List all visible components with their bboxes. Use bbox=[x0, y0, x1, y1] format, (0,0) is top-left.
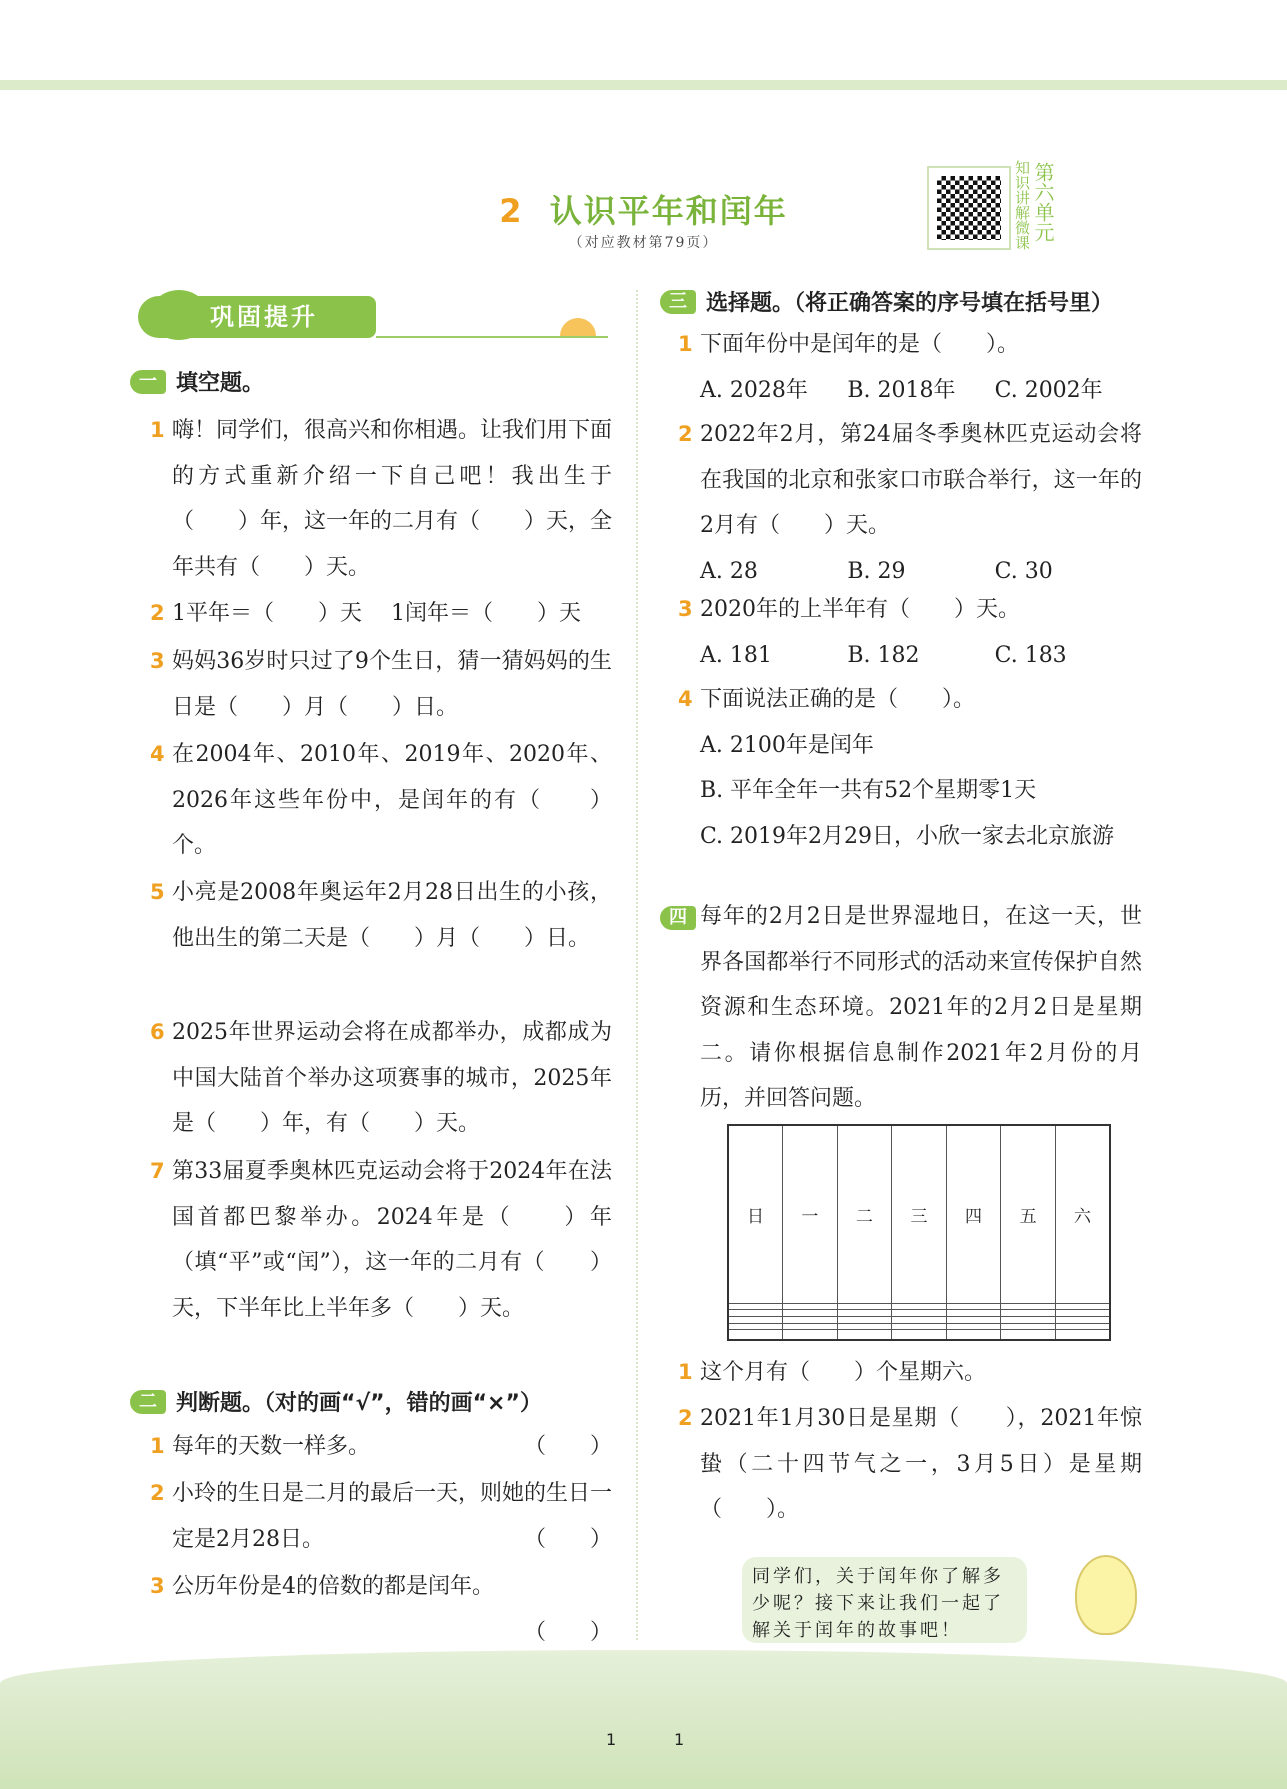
calendar-cell[interactable] bbox=[728, 1330, 783, 1340]
calendar-row bbox=[728, 1330, 1110, 1340]
calendar-cell[interactable] bbox=[1001, 1330, 1056, 1340]
weekday-header: 六 bbox=[1055, 1125, 1110, 1303]
calendar-cell[interactable] bbox=[728, 1316, 783, 1323]
judge-question: 3 公历年份是4的倍数的都是闰年。 （ ） bbox=[172, 1564, 612, 1610]
option-a: A. 2100年是闰年 bbox=[700, 732, 874, 758]
calendar-row bbox=[728, 1316, 1110, 1323]
calendar-cell[interactable] bbox=[783, 1303, 838, 1310]
calendar-cell[interactable] bbox=[1001, 1316, 1056, 1323]
judge-question: 1 每年的天数一样多。 （ ） bbox=[172, 1424, 612, 1470]
mascot-icon bbox=[1075, 1555, 1137, 1635]
page-number: 1 bbox=[606, 1730, 617, 1749]
section-badge: 三 bbox=[660, 290, 696, 314]
calendar-cell[interactable] bbox=[1001, 1323, 1056, 1330]
choice-question: 3 2020年的上半年有（ ）天。 A. 181 B. 182 C. 183 bbox=[700, 587, 1142, 678]
calendar-cell[interactable] bbox=[783, 1323, 838, 1330]
calendar-cell[interactable] bbox=[837, 1303, 892, 1310]
section-badge-four: 四 bbox=[660, 906, 696, 930]
lesson-number: 2 bbox=[499, 192, 524, 230]
lesson-title: 认识平年和闰年 bbox=[549, 192, 788, 230]
page-title bbox=[0, 186, 1287, 232]
section-choice-header bbox=[660, 286, 1113, 317]
fill-question: 3 妈妈36岁时只过了9个生日，猜一猜妈妈的生日是（ ）月（ ）日。 bbox=[150, 649, 612, 720]
calendar-header-row bbox=[728, 1125, 1110, 1303]
calendar-row bbox=[728, 1303, 1110, 1310]
calendar-cell[interactable] bbox=[728, 1323, 783, 1330]
calendar-cell[interactable] bbox=[837, 1323, 892, 1330]
section-title: 选择题。（将正确答案的序号填在括号里） bbox=[706, 291, 1114, 316]
section-title: 判断题。（对的画“√”，错的画“×”） bbox=[176, 1391, 542, 1416]
calendar-cell[interactable] bbox=[946, 1303, 1001, 1310]
calendar-cell[interactable] bbox=[946, 1323, 1001, 1330]
column-divider bbox=[636, 290, 638, 1640]
calendar-cell[interactable] bbox=[837, 1330, 892, 1340]
calendar-cell[interactable] bbox=[892, 1330, 947, 1340]
option-b: B. 平年全年一共有52个星期零1天 bbox=[700, 778, 1037, 803]
divider-line bbox=[376, 336, 608, 338]
choice-question: 1 下面年份中是闰年的是（ ）。 A. 2028年 B. 2018年 C. 2002年 bbox=[700, 322, 1142, 413]
fill-question: 7 第33届夏季奥林匹克运动会将于2024年在法国首都巴黎举办。2024年是（ ）年（填“平”或“闰”），这一年的二月有（ ）天，下半年比上半年多（ ）天。 bbox=[150, 1159, 612, 1321]
calendar-row bbox=[728, 1310, 1110, 1317]
calendar-cell[interactable] bbox=[1055, 1310, 1110, 1317]
weekday-header: 五 bbox=[1001, 1125, 1056, 1303]
calendar-cell[interactable] bbox=[892, 1316, 947, 1323]
fill-question: 6 2025年世界运动会将在成都举办，成都成为中国大陆首个举办这项赛事的城市，2025年是（ ）年，有（ ）天。 bbox=[150, 1020, 612, 1136]
qr-label-microlesson: 知识讲解微课 bbox=[1013, 160, 1031, 250]
answer-paren[interactable]: （ ） bbox=[523, 1620, 612, 1645]
section-banner: 巩固提升 bbox=[138, 296, 376, 338]
option-a: A. 28 bbox=[700, 558, 758, 584]
page-number: 1 bbox=[674, 1730, 685, 1749]
option-a: A. 2028年 bbox=[700, 377, 808, 403]
section-badge: 二 bbox=[130, 1390, 166, 1414]
calendar-cell[interactable] bbox=[946, 1316, 1001, 1323]
calendar-cell[interactable] bbox=[892, 1303, 947, 1310]
qr-code-icon[interactable] bbox=[933, 172, 1005, 244]
option-b: B. 29 bbox=[847, 558, 906, 584]
option-a: A. 181 bbox=[700, 642, 772, 668]
calendar-problem-text: 每年的2月2日是世界湿地日，在这一天，世界各国都举行不同形式的活动来宣传保护自然资源和生态环境。2021年的2月2日是星期二。请你根据信息制作2021年2月份的月历，并回答问题。 bbox=[700, 904, 1142, 1111]
calendar-cell[interactable] bbox=[892, 1323, 947, 1330]
calendar-cell[interactable] bbox=[1001, 1310, 1056, 1317]
sun-icon bbox=[560, 318, 596, 336]
weekday-header: 四 bbox=[946, 1125, 1001, 1303]
calendar-cell[interactable] bbox=[946, 1310, 1001, 1317]
calendar-cell[interactable] bbox=[783, 1316, 838, 1323]
calendar-cell[interactable] bbox=[1001, 1303, 1056, 1310]
option-b: B. 2018年 bbox=[847, 377, 956, 403]
calendar-cell[interactable] bbox=[1055, 1316, 1110, 1323]
calendar-cell[interactable] bbox=[1055, 1330, 1110, 1340]
fill-question: 2 1平年＝（ ）天 1闰年＝（ ）天 bbox=[150, 601, 581, 626]
calendar-cell[interactable] bbox=[783, 1330, 838, 1340]
answer-paren[interactable]: （ ） bbox=[523, 1434, 612, 1459]
calendar-cell[interactable] bbox=[1055, 1303, 1110, 1310]
weekday-header: 日 bbox=[728, 1125, 783, 1303]
calendar-cell[interactable] bbox=[892, 1310, 947, 1317]
calendar-question: 2 2021年1月30日是星期（ ），2021年惊蛰（二十四节气之一，3月5日）是星期（ ）。 bbox=[678, 1406, 1142, 1522]
option-c: C. 183 bbox=[994, 642, 1067, 668]
top-decor-band bbox=[0, 80, 1287, 90]
fill-question: 4 在2004年、2010年、2019年、2020年、2026年这些年份中，是闰年的有（ ）个。 bbox=[150, 742, 612, 858]
calendar-cell[interactable] bbox=[837, 1316, 892, 1323]
answer-paren[interactable]: （ ） bbox=[523, 1527, 612, 1552]
calendar-cell[interactable] bbox=[946, 1330, 1001, 1340]
section-judge-header bbox=[130, 1386, 542, 1417]
section-fill-blank-header bbox=[130, 366, 264, 397]
calendar-cell[interactable] bbox=[1055, 1323, 1110, 1330]
calendar-cell[interactable] bbox=[837, 1310, 892, 1317]
section-badge: 一 bbox=[130, 370, 166, 394]
option-b: B. 182 bbox=[847, 642, 920, 668]
weekday-header: 一 bbox=[783, 1125, 838, 1303]
option-c: C. 2002年 bbox=[994, 377, 1103, 403]
calendar-cell[interactable] bbox=[728, 1303, 783, 1310]
option-c: C. 2019年2月29日，小欣一家去北京旅游 bbox=[700, 823, 1115, 849]
speech-bubble: 同学们，关于闰年你了解多少呢？接下来让我们一起了解关于闰年的故事吧！ bbox=[742, 1557, 1027, 1643]
weekday-header: 三 bbox=[892, 1125, 947, 1303]
calendar-question: 1 这个月有（ ）个星期六。 bbox=[678, 1360, 987, 1385]
fill-question: 1 嗨！同学们，很高兴和你相遇。让我们用下面的方式重新介绍一下自己吧！我出生于（ ）年，这一年的二月有（ ）天，全年共有（ ）天。 bbox=[150, 418, 613, 580]
hills-background bbox=[0, 1650, 1287, 1789]
calendar-cell[interactable] bbox=[728, 1310, 783, 1317]
calendar-cell[interactable] bbox=[783, 1310, 838, 1317]
choice-question: 2 2022年2月，第24届冬季奥林匹克运动会将在我国的北京和张家口市联合举行，这一年的2月有（ ）天。 A. 28 B. 29 C. 30 bbox=[700, 412, 1142, 594]
weekday-header: 二 bbox=[837, 1125, 892, 1303]
section-title: 填空题。 bbox=[176, 371, 265, 396]
fill-question: 5 小亮是2008年奥运年2月28日出生的小孩，他出生的第二天是（ ）月（ ）日。 bbox=[150, 880, 612, 951]
choice-question: 4 下面说法正确的是（ ）。 A. 2100年是闰年 B. 平年全年一共有52个星期零1天 C. 2019年2月29日，小欣一家去北京旅游 bbox=[700, 677, 1142, 859]
whale-icon bbox=[150, 290, 208, 340]
calendar-row bbox=[728, 1323, 1110, 1330]
option-c: C. 30 bbox=[994, 558, 1053, 584]
judge-question: 2 小玲的生日是二月的最后一天，则她的生日一定是2月28日。 （ ） bbox=[172, 1471, 612, 1562]
qr-label-unit: 第六单元 bbox=[1031, 162, 1055, 242]
calendar-grid bbox=[727, 1124, 1111, 1341]
textbook-reference: （对应教材第79页） bbox=[568, 235, 719, 251]
